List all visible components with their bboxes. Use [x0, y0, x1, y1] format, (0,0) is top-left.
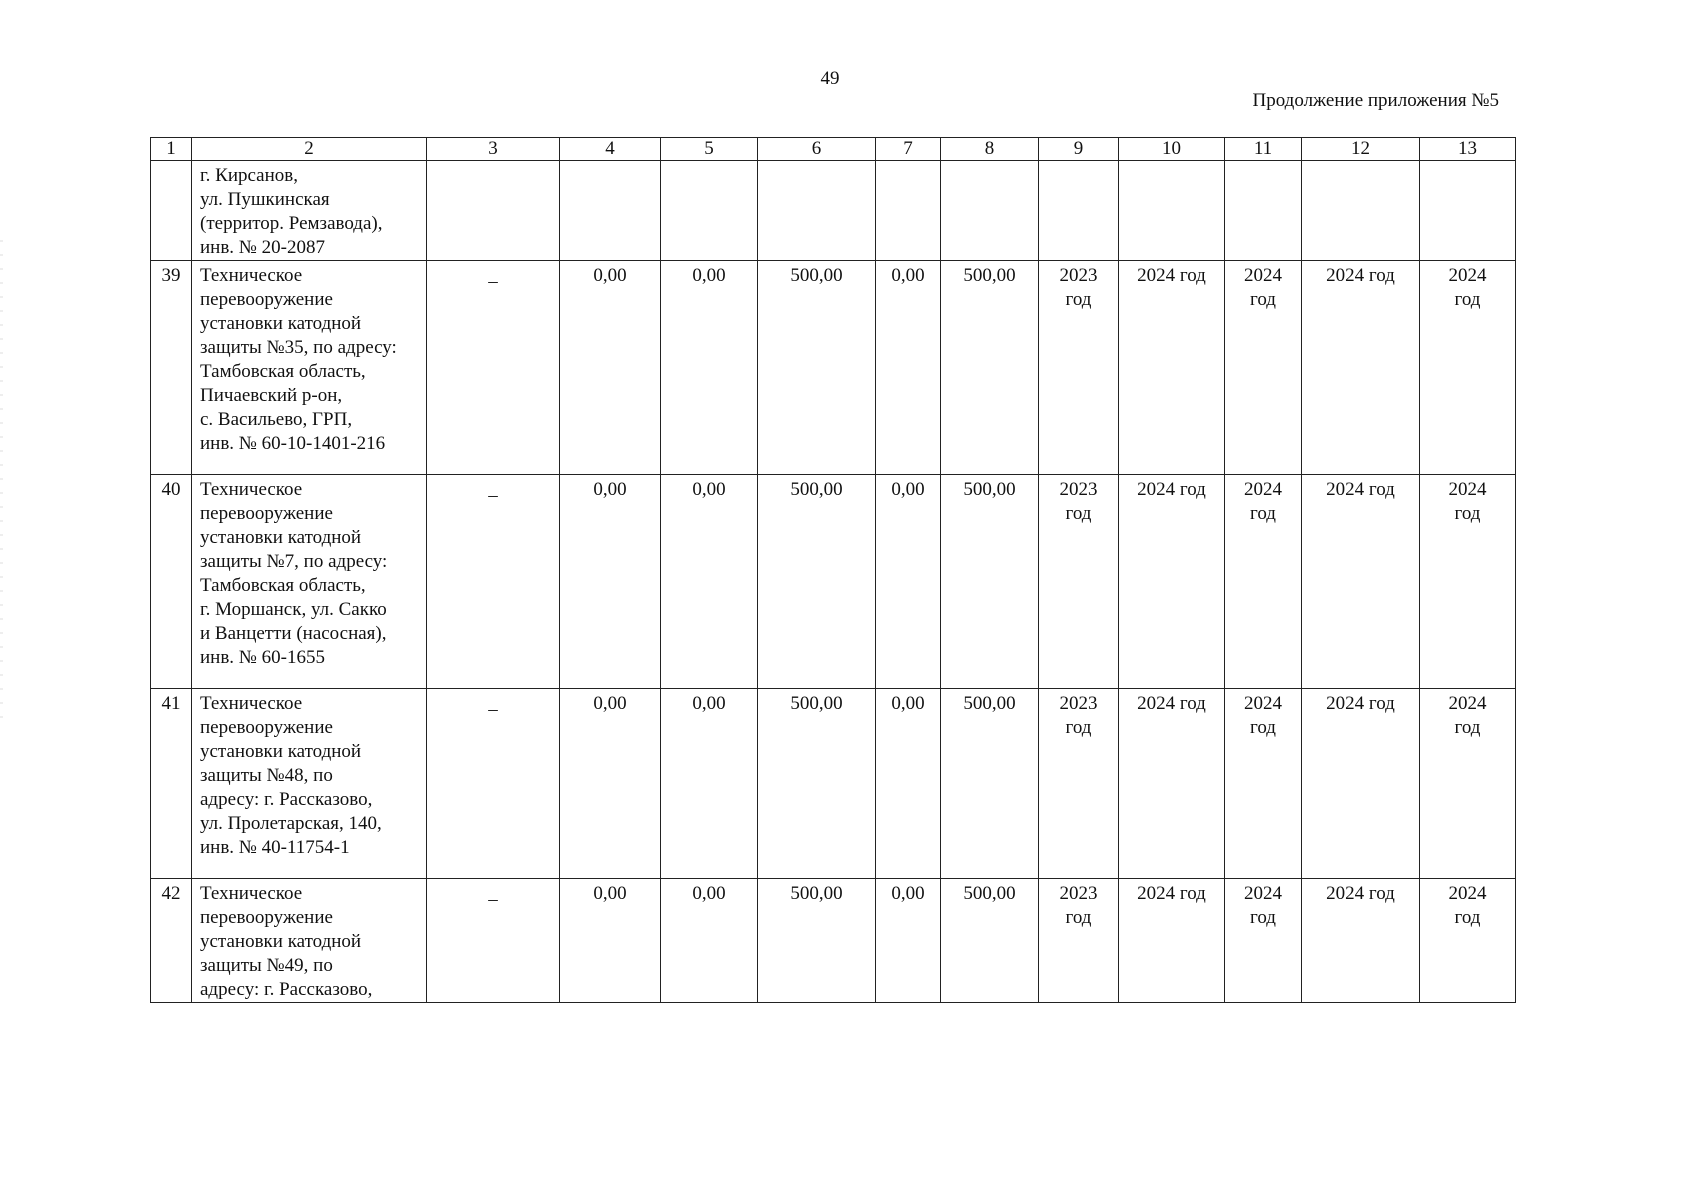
column-header: 3: [427, 138, 560, 161]
table-cell: 0,00: [560, 879, 661, 1003]
table-cell: [1302, 161, 1420, 261]
table-cell: 2024 год: [1225, 689, 1302, 879]
page-number: 49: [820, 68, 840, 89]
table-cell: 0,00: [876, 689, 941, 879]
table-row: [151, 879, 1516, 1003]
table-cell: [427, 161, 560, 261]
object-name-cell: Техническое перевооружение установки катодной защиты №49, по адресу: г. Рассказово,: [192, 879, 427, 1003]
row-number-cell: 42: [151, 879, 192, 1003]
column-header: 2: [192, 138, 427, 161]
table-cell: [427, 261, 560, 475]
appendix-table: [150, 137, 1516, 1003]
appendix-continuation-note: Продолжение приложения №5: [1252, 90, 1499, 111]
table-cell: 0,00: [560, 261, 661, 475]
table-cell: 0,00: [876, 475, 941, 689]
table-cell: [758, 161, 876, 261]
table-cell: 0,00: [661, 475, 758, 689]
table-cell: 2024 год: [1225, 261, 1302, 475]
table-cell: 2023 год: [1039, 261, 1119, 475]
column-header: 5: [661, 138, 758, 161]
table-cell: 0,00: [876, 261, 941, 475]
table-row: [151, 161, 1516, 261]
column-header: 6: [758, 138, 876, 161]
object-name-cell: Техническое перевооружение установки катодной защиты №48, по адресу: г. Рассказово, ул. Пролетарская, 140, инв. № 40-11754-1: [192, 689, 427, 879]
table-cell: 2024 год: [1302, 475, 1420, 689]
table-cell: 2023 год: [1039, 689, 1119, 879]
table-cell: [1225, 161, 1302, 261]
column-header: 7: [876, 138, 941, 161]
table-cell: 2024 год: [1119, 689, 1225, 879]
table-cell: [1119, 161, 1225, 261]
table-cell: [427, 879, 560, 1003]
column-header: 12: [1302, 138, 1420, 161]
table-cell: 500,00: [758, 475, 876, 689]
table-cell: [876, 161, 941, 261]
table-cell: 500,00: [941, 475, 1039, 689]
table-cell: [427, 689, 560, 879]
table-cell: 2024 год: [1420, 261, 1516, 475]
table-cell: 2023 год: [1039, 879, 1119, 1003]
table-cell: 0,00: [661, 879, 758, 1003]
table-cell: [941, 161, 1039, 261]
table-cell: 0,00: [876, 879, 941, 1003]
table-cell: 500,00: [758, 879, 876, 1003]
row-number-cell: [151, 161, 192, 261]
column-header: 10: [1119, 138, 1225, 161]
table-cell: [1420, 161, 1516, 261]
table-row: [151, 689, 1516, 879]
table-cell: 2024 год: [1302, 261, 1420, 475]
table-cell: 2024 год: [1119, 475, 1225, 689]
table-row: [151, 475, 1516, 689]
column-header: 4: [560, 138, 661, 161]
table-cell: [661, 161, 758, 261]
table-row: [151, 261, 1516, 475]
table-cell: 0,00: [560, 475, 661, 689]
table-cell: [560, 161, 661, 261]
object-name-cell: Техническое перевооружение установки катодной защиты №7, по адресу: Тамбовская область, г. Моршанск, ул. Сакко и Ванцетти (насосная), инв. № 60-1655: [192, 475, 427, 689]
dash-mark: –: [488, 485, 498, 506]
object-name-cell: Техническое перевооружение установки катодной защиты №35, по адресу: Тамбовская область, Пичаевский р-он, с. Васильево, ГРП, инв. № 60-10-1401-216: [192, 261, 427, 475]
table-cell: 0,00: [661, 689, 758, 879]
column-header: 9: [1039, 138, 1119, 161]
table-cell: 2024 год: [1302, 879, 1420, 1003]
table-cell: 0,00: [661, 261, 758, 475]
table-cell: 2024 год: [1420, 879, 1516, 1003]
dash-mark: –: [488, 699, 498, 720]
column-header: 1: [151, 138, 192, 161]
dash-mark: –: [488, 271, 498, 292]
row-number-cell: 39: [151, 261, 192, 475]
table-cell: 500,00: [941, 689, 1039, 879]
table-header-row: [151, 138, 1516, 161]
object-name-cell: г. Кирсанов, ул. Пушкинская (территор. Ремзавода), инв. № 20-2087: [192, 161, 427, 261]
column-header: 13: [1420, 138, 1516, 161]
table-cell: 2023 год: [1039, 475, 1119, 689]
table-cell: [427, 475, 560, 689]
scan-edge-specks: [0, 240, 3, 720]
table-cell: 2024 год: [1225, 475, 1302, 689]
table-cell: 2024 год: [1119, 879, 1225, 1003]
table-cell: 500,00: [758, 689, 876, 879]
table-cell: 2024 год: [1302, 689, 1420, 879]
table-cell: 2024 год: [1225, 879, 1302, 1003]
table-cell: 500,00: [941, 261, 1039, 475]
table-cell: 500,00: [758, 261, 876, 475]
dash-mark: –: [488, 889, 498, 910]
row-number-cell: 40: [151, 475, 192, 689]
table-cell: [1039, 161, 1119, 261]
table-cell: 2024 год: [1119, 261, 1225, 475]
table-cell: 0,00: [560, 689, 661, 879]
column-header: 8: [941, 138, 1039, 161]
table-cell: 500,00: [941, 879, 1039, 1003]
row-number-cell: 41: [151, 689, 192, 879]
column-header: 11: [1225, 138, 1302, 161]
table-cell: 2024 год: [1420, 689, 1516, 879]
table-cell: 2024 год: [1420, 475, 1516, 689]
